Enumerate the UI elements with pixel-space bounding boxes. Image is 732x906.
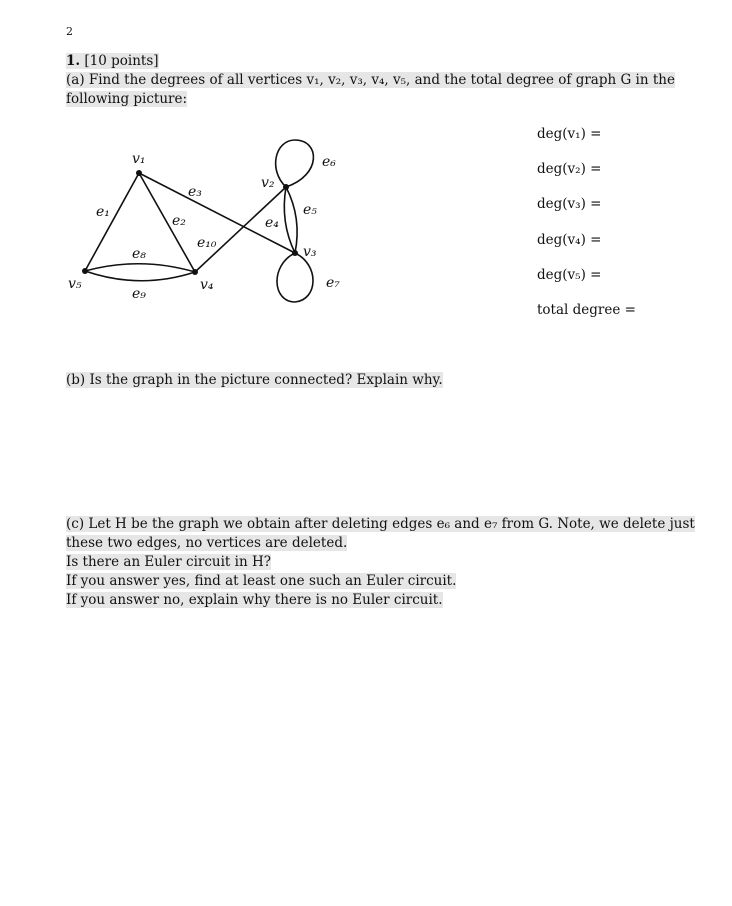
part-c-line4: If you answer yes, find at least one such an Euler circuit. (66, 573, 457, 589)
problem-number: 1. (66, 53, 81, 69)
vertex-v1 (136, 170, 142, 176)
part-a-line2: following picture: (66, 91, 188, 107)
part-a-line1: (a) Find the degrees of all vertices v₁, v₂, v₃, v₄, v₅, and the total degree of graph G in the (66, 72, 675, 88)
part-c-line1: (c) Let H be the graph we obtain after deleting edges e₆ and e₇ from G. Note, we delete just (66, 516, 695, 532)
label-e6: e₆ (322, 154, 336, 170)
deg-v5-answer: deg(v₅) = (537, 267, 602, 283)
label-v2: v₂ (261, 175, 275, 191)
deg-v1-answer: deg(v₁) = (537, 126, 602, 142)
label-e2: e₂ (172, 213, 186, 229)
vertex-v4 (192, 269, 198, 275)
deg-v3-answer: deg(v₃) = (537, 196, 602, 212)
part-c-line2: these two edges, no vertices are deleted. (66, 535, 348, 551)
problem-points: [10 points] (84, 53, 159, 69)
label-v3: v₃ (303, 244, 317, 260)
label-e4: e₄ (265, 215, 279, 231)
label-e10: e₁₀ (197, 235, 217, 251)
page-number: 2 (66, 25, 73, 38)
part-b-question: (b) Is the graph in the picture connected? Explain why. (66, 372, 443, 388)
label-e3: e₃ (188, 184, 202, 200)
label-e9: e₉ (132, 286, 146, 302)
vertex-v5 (82, 268, 88, 274)
edge-e1 (85, 173, 139, 271)
vertex-v3 (292, 250, 298, 256)
vertex-v2 (283, 184, 289, 190)
label-v5: v₅ (68, 276, 82, 292)
edge-e6 (276, 140, 314, 187)
part-c-line3: Is there an Euler circuit in H? (66, 554, 271, 570)
label-e5: e₅ (303, 202, 317, 218)
label-v1: v₁ (132, 151, 146, 167)
edge-e9 (85, 271, 195, 281)
total-degree-answer: total degree = (537, 302, 636, 318)
label-v4: v₄ (200, 277, 214, 293)
deg-v2-answer: deg(v₂) = (537, 161, 602, 177)
label-e1: e₁ (96, 204, 110, 220)
edge-e8 (85, 264, 195, 272)
label-e8: e₈ (132, 246, 146, 262)
label-e7: e₇ (326, 275, 340, 291)
part-c-line5: If you answer no, explain why there is no Euler circuit. (66, 592, 443, 608)
deg-v4-answer: deg(v₄) = (537, 232, 602, 248)
edge-e7 (277, 253, 313, 302)
